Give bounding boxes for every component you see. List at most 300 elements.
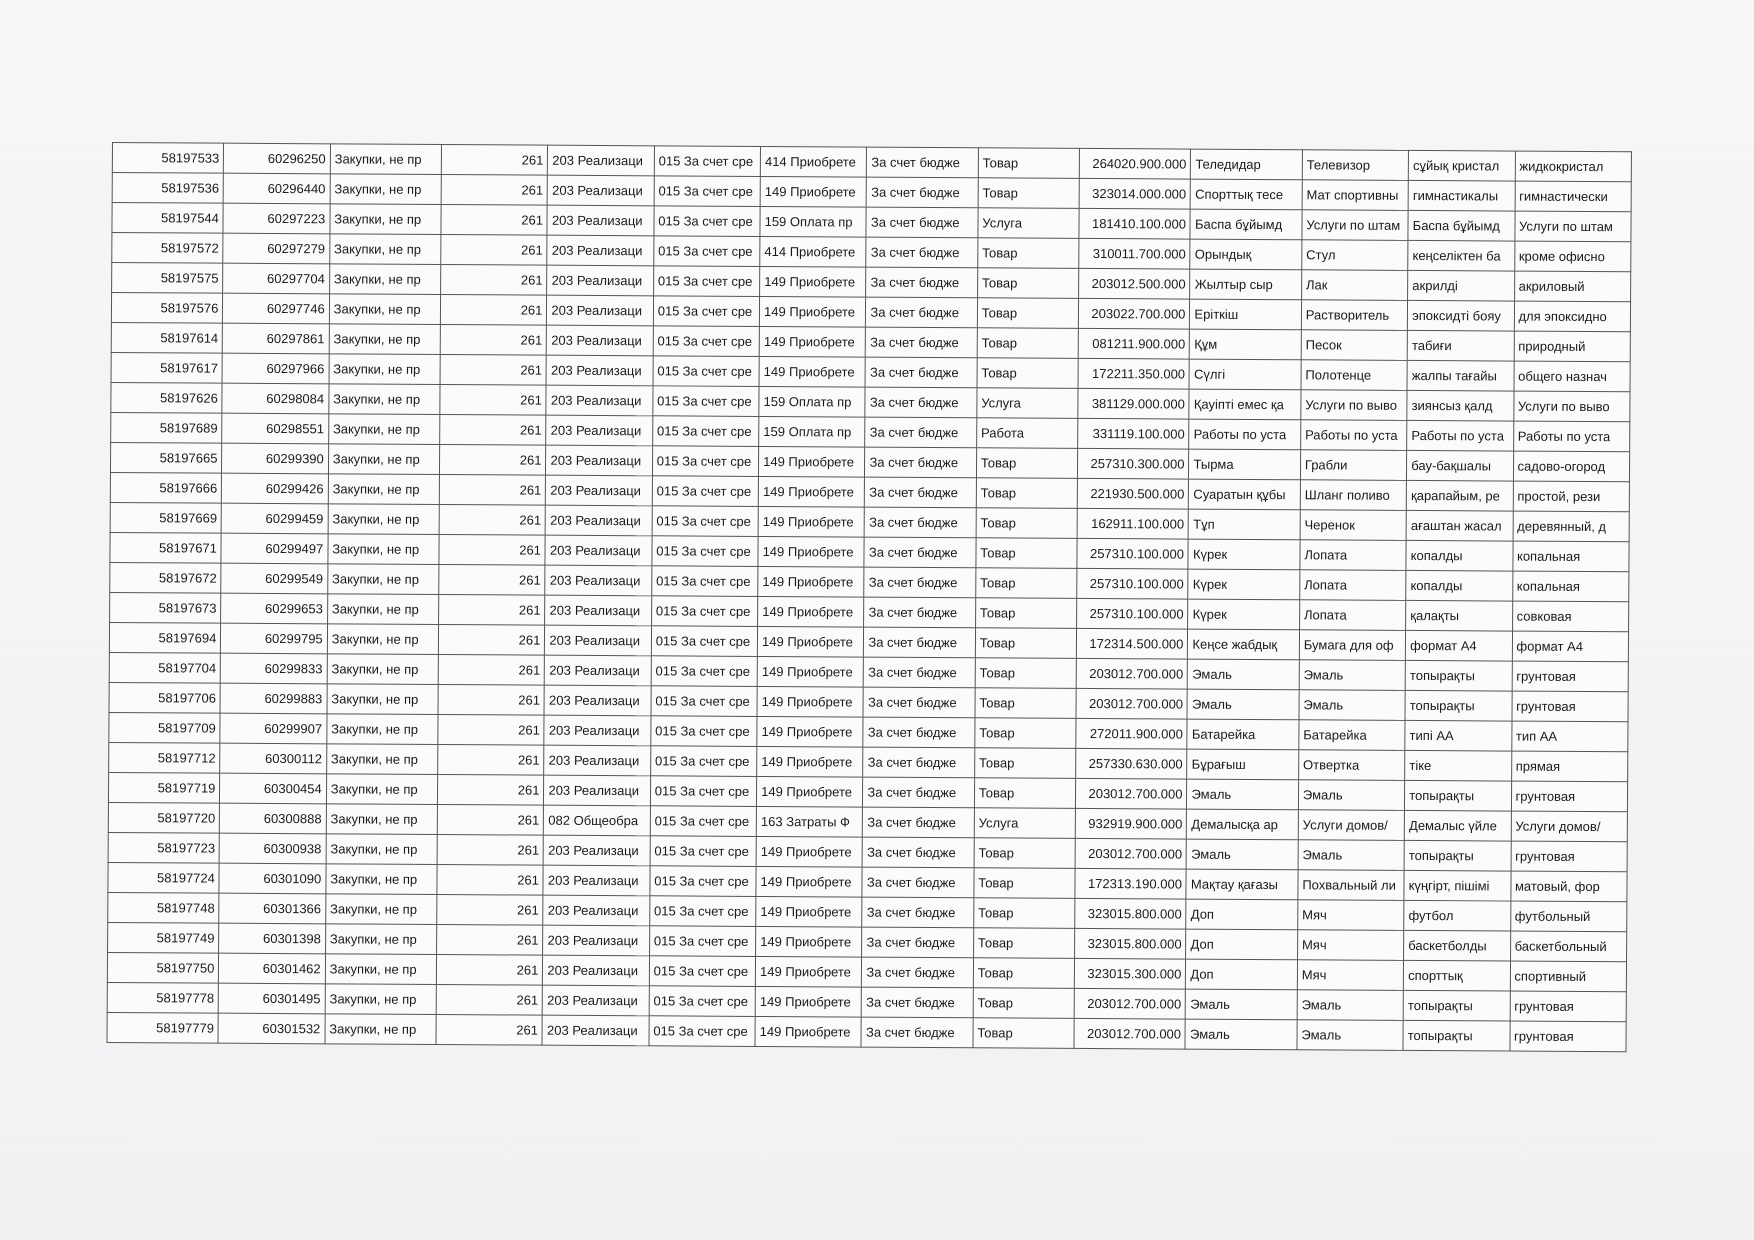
table-cell: Товар [974,838,1075,869]
table-cell: 60301366 [219,893,326,924]
table-cell: 60296440 [224,173,331,204]
table-cell: Закупки, не пр [329,264,441,295]
table-cell: За счет бюдже [866,237,978,268]
table-cell: Стул [1302,240,1409,271]
table-cell: жалпы тағайы [1407,360,1514,391]
table-cell: акрилді [1408,270,1515,301]
table-cell: Шланг поливо [1300,480,1407,511]
table-cell: 203 Реализаци [547,265,654,296]
table-cell: 149 Приобрете [757,716,864,747]
table-cell: 159 Оплата пр [759,416,866,447]
table-cell: Демалысқа ар [1187,809,1299,840]
table-cell: 203 Реализаци [545,535,652,566]
table-cell: Лопата [1300,570,1407,601]
table-cell: За счет бюдже [864,627,976,658]
table-cell: 015 За счет сре [653,266,760,297]
table-cell: 203 Реализаци [542,1015,649,1046]
table-cell: 015 За счет сре [649,1016,756,1047]
table-cell: 60301495 [219,983,326,1014]
table-cell: Полотенце [1301,360,1408,391]
table-cell: 149 Приобрете [757,626,864,657]
table-cell: 172211.350.000 [1078,358,1190,389]
table-cell: кеңселіктен ба [1408,240,1515,271]
table-cell: Эмаль [1298,780,1405,811]
table-cell: Эмаль [1187,839,1299,870]
table-cell: 203 Реализаци [546,415,653,446]
table-cell: 015 За счет сре [653,296,760,327]
table-cell: Эмаль [1186,989,1298,1020]
table-cell: 60299497 [221,533,328,564]
table-cell: Қауіпті емес қа [1189,389,1301,420]
table-cell: Демалыс үйле [1404,810,1511,841]
table-cell: Услуги домов/ [1511,811,1628,842]
table-cell: 58197572 [112,233,224,264]
table-cell: Эмаль [1299,660,1406,691]
table-cell: Доп [1186,959,1298,990]
table-cell: 149 Приобрете [756,896,863,927]
table-cell: За счет бюдже [866,207,978,238]
table-cell: 015 За счет сре [652,566,759,597]
table-cell: 58197671 [110,532,222,563]
table-cell: 015 За счет сре [650,866,757,897]
table-cell: Товар [976,478,1077,509]
table-cell: Закупки, не пр [327,624,439,655]
table-cell: копальная [1512,541,1629,572]
table-cell: 015 За счет сре [654,206,761,237]
table-cell: общего назнач [1514,361,1631,392]
table-cell: Эмаль [1297,990,1404,1021]
table-cell: 60299459 [222,503,329,534]
table-body [107,143,1631,1052]
table-cell: Күрек [1188,569,1300,600]
table-cell: 261 [440,385,547,416]
table-cell: топырақты [1403,990,1510,1021]
table-cell: 015 За счет сре [649,926,756,957]
table-cell: 60300938 [219,833,326,864]
table-cell: 58197748 [108,892,220,923]
table-cell: Товар [978,178,1079,209]
table-cell: 60301462 [219,953,326,984]
table-cell: 203 Реализаци [543,985,650,1016]
table-cell: Сүлгі [1189,359,1301,390]
table-cell: Закупки, не пр [325,924,437,955]
table-cell: 172314.500.000 [1076,628,1188,659]
table-cell: тіке [1405,750,1512,781]
table-cell: 323014.000.000 [1079,178,1191,209]
table-cell: Работы по уста [1189,419,1301,450]
table-cell: 015 За счет сре [652,506,759,537]
table-cell: Товар [976,568,1077,599]
table-cell: 60299426 [222,473,329,504]
table-cell: Закупки, не пр [327,684,439,715]
table-cell: 60300888 [220,803,327,834]
table-cell: 414 Приобрете [760,146,867,177]
table-cell: Закупки, не пр [328,504,440,535]
table-cell: 015 За счет сре [653,356,760,387]
table-cell: акриловый [1514,271,1631,302]
table-cell: За счет бюдже [863,777,975,808]
table-cell: Товар [976,538,1077,569]
procurement-table [106,142,1631,1052]
table-cell: 082 Общеобра [544,805,651,836]
table-cell: Закупки, не пр [330,144,442,175]
table-cell: Закупки, не пр [330,174,442,205]
table-cell: сұйық кристал [1408,150,1515,181]
table-cell: 172313.190.000 [1075,868,1187,899]
table-cell: 60299653 [221,593,328,624]
table-cell: 58197723 [108,832,220,863]
table-cell: Товар [974,868,1075,899]
table-cell: 203 Реализаци [546,355,653,386]
table-cell: 60299390 [222,443,329,474]
table-cell: 60297704 [223,263,330,294]
table-cell: 60299883 [220,683,327,714]
table-cell: Растворитель [1301,300,1408,331]
table-cell: 149 Приобрете [757,686,864,717]
table-cell: 149 Приобрете [757,746,864,777]
table-cell: Закупки, не пр [329,354,441,385]
table-cell: 261 [439,595,546,626]
table-cell: 149 Приобрете [758,566,865,597]
table-cell: Баспа бұйымд [1190,209,1302,240]
table-cell: 58197673 [110,592,222,623]
table-cell: 58197626 [111,382,223,413]
table-cell: спортивный [1510,961,1627,992]
table-cell: Товар [974,898,1075,929]
table-cell: топырақты [1405,660,1512,691]
table-cell: 58197749 [108,922,220,953]
table-cell: 149 Приобрете [755,1016,862,1047]
table-cell: Товар [975,688,1076,719]
table-cell: 257310.100.000 [1077,598,1189,629]
table-cell: 015 За счет сре [649,956,756,987]
table-cell: 261 [439,475,546,506]
table-cell: Грабли [1300,450,1407,481]
table-cell: Доп [1186,929,1298,960]
table-cell: 58197720 [108,802,220,833]
table-cell: 323015.800.000 [1075,898,1187,929]
table-cell: 261 [436,954,543,985]
table-cell: грунтовая [1509,1021,1626,1052]
table-cell: топырақты [1405,690,1512,721]
table-cell: За счет бюдже [863,837,975,868]
table-cell: 261 [439,505,546,536]
table-cell: Закупки, не пр [326,774,438,805]
table-cell: футбол [1404,900,1511,931]
table-cell: 58197719 [108,772,220,803]
table-cell: За счет бюдже [865,417,977,448]
table-cell: 203 Реализаци [547,235,654,266]
table-cell: 257310.100.000 [1077,538,1189,569]
table-cell: 149 Приобрете [756,836,863,867]
table-cell: топырақты [1404,840,1511,871]
table-cell: 60299907 [220,713,327,744]
table-cell: гимнастически [1515,181,1632,212]
table-cell: 015 За счет сре [650,746,757,777]
table-cell: 261 [437,894,544,925]
table-cell: Закупки, не пр [326,744,438,775]
table-cell: Эмаль [1187,689,1299,720]
table-cell: Закупки, не пр [327,564,439,595]
table-cell: Орындық [1190,239,1302,270]
table-cell: 261 [436,984,543,1015]
table-cell: 203 Реализаци [543,925,650,956]
table-cell: 203012.700.000 [1076,778,1188,809]
table-cell: 149 Приобрете [760,176,867,207]
table-cell: 261 [440,415,547,446]
table-cell: Закупки, не пр [328,474,440,505]
table-cell: 149 Приобрете [759,356,866,387]
table-cell: спорттық [1404,960,1511,991]
table-cell: Товар [974,748,1075,779]
table-cell: Песок [1301,330,1408,361]
table-cell: 203 Реализаци [545,655,652,686]
table-cell: Услуга [977,388,1078,419]
table-cell: Тұп [1189,509,1301,540]
table-cell: копальная [1512,571,1629,602]
table-cell: 203 Реализаци [546,445,653,476]
table-cell: Товар [973,988,1074,1019]
table-cell: 015 За счет сре [650,806,757,837]
table-cell: 261 [441,235,548,266]
table-cell: Товар [974,778,1075,809]
table-cell: баскетбольный [1510,931,1627,962]
table-cell: Эмаль [1299,690,1406,721]
table-cell: Закупки, не пр [325,1014,437,1045]
table-cell: 257310.300.000 [1078,448,1190,479]
table-cell: 261 [438,715,545,746]
table-cell: топырақты [1405,780,1512,811]
table-cell: За счет бюдже [867,147,979,178]
table-cell: 261 [440,445,547,476]
table-cell: Товар [975,598,1076,629]
table-cell: садово-огород [1513,451,1630,482]
table-cell: копалды [1406,570,1513,601]
table-cell: Закупки, не пр [328,444,440,475]
table-cell: 203 Реализаци [545,595,652,626]
table-cell: 261 [441,265,548,296]
table-cell: деревянный, д [1513,511,1630,542]
table-cell: жидкокристал [1515,151,1632,182]
table-cell: Товар [977,298,1078,329]
table-cell: 58197709 [109,712,221,743]
table-cell: 58197533 [112,143,224,174]
table-cell: простой, рези [1513,481,1630,512]
table-cell: 015 За счет сре [651,656,758,687]
table-cell: За счет бюдже [866,297,978,328]
table-cell: 261 [438,745,545,776]
table-cell: для эпоксидно [1514,301,1631,332]
table-cell: За счет бюдже [862,927,974,958]
table-cell: 203 Реализаци [547,205,654,236]
table-cell: 60298551 [222,413,329,444]
table-cell: 149 Приобрете [759,446,866,477]
table-cell: 203 Реализаци [546,385,653,416]
table-cell: 149 Приобрете [757,776,864,807]
table-cell: 015 За счет сре [652,476,759,507]
table-cell: Закупки, не пр [326,864,438,895]
table-cell: Тырма [1189,449,1301,480]
table-cell: 203012.700.000 [1076,658,1188,689]
table-cell: 203 Реализаци [545,565,652,596]
table-cell: 60300454 [220,773,327,804]
table-cell: 323015.800.000 [1075,928,1187,959]
table-cell: Құм [1190,329,1302,360]
table-cell: 60299795 [221,623,328,654]
table-cell: грунтовая [1511,841,1628,872]
table-cell: 203 Реализаци [545,625,652,656]
table-cell: 181410.100.000 [1079,208,1191,239]
table-cell: 257310.100.000 [1077,568,1189,599]
table-cell: грунтовая [1512,661,1629,692]
table-cell: қалақты [1406,600,1513,631]
table-cell: 60297746 [223,293,330,324]
table-cell: 203012.700.000 [1074,1018,1186,1049]
table-cell: 149 Приобрете [758,536,865,567]
table-cell: 272011.900.000 [1076,718,1188,749]
table-cell: Услуги домов/ [1298,810,1405,841]
table-cell: 261 [437,924,544,955]
table-cell: 414 Приобрете [760,236,867,267]
table-cell: 015 За счет сре [654,146,761,177]
table-cell: 58197750 [107,952,219,983]
table-cell: 58197694 [109,622,221,653]
table-cell: 261 [438,685,545,716]
table-cell: 015 За счет сре [653,386,760,417]
table-cell: 149 Приобрете [756,866,863,897]
table-cell: формат А4 [1406,630,1513,661]
table-cell: 203 Реализаци [543,865,650,896]
table-cell: 015 За счет сре [654,176,761,207]
table-cell: прямая [1511,751,1628,782]
table-cell: Черенок [1300,510,1407,541]
table-cell: Эмаль [1298,840,1405,871]
table-cell: грунтовая [1510,991,1627,1022]
table-cell: 149 Приобрете [757,656,864,687]
table-cell: Кеңсе жабдық [1188,629,1300,660]
table-cell: 58197614 [111,322,223,353]
table-cell: Күрек [1188,599,1300,630]
table-cell: Похвальный ли [1298,870,1405,901]
table-cell: 58197666 [110,472,222,503]
table-cell: 58197544 [112,203,224,234]
table-cell: 60301090 [219,863,326,894]
table-cell: 323015.300.000 [1074,958,1186,989]
table-cell: Эмаль [1188,659,1300,690]
table-cell: 58197724 [108,862,220,893]
table-cell: формат А4 [1512,631,1629,662]
table-cell: эпоксидті бояу [1408,300,1515,331]
table-cell: 015 За счет сре [650,776,757,807]
table-cell: Закупки, не пр [329,294,441,325]
table-cell: 081211.900.000 [1078,328,1190,359]
table-cell: 261 [441,145,548,176]
table-cell: 261 [439,535,546,566]
table-cell: 58197712 [109,742,221,773]
table-cell: 159 Оплата пр [759,386,866,417]
table-cell: 60298084 [222,383,329,414]
table-cell: За счет бюдже [864,657,976,688]
table-cell: Товар [976,508,1077,539]
table-cell: қарапайым, ре [1406,480,1513,511]
table-cell: 58197536 [112,173,224,204]
table-cell: За счет бюдже [865,357,977,388]
table-cell: 60297861 [223,323,330,354]
table-cell: За счет бюдже [865,387,977,418]
table-cell: Батарейка [1187,719,1299,750]
table-cell: Услуга [978,208,1079,239]
table-cell: Закупки, не пр [325,894,437,925]
table-cell: Теледидар [1191,149,1303,180]
table-cell: Доп [1186,899,1298,930]
table-cell: Лопата [1299,600,1406,631]
table-cell: 203 Реализаци [544,775,651,806]
table-cell: Закупки, не пр [326,804,438,835]
table-cell: За счет бюдже [864,567,976,598]
table-cell: За счет бюдже [865,477,977,508]
table-cell: 149 Приобрете [758,596,865,627]
table-cell: топырақты [1403,1020,1510,1051]
table-cell: 149 Приобрете [758,506,865,537]
table-cell: 203022.700.000 [1078,298,1190,329]
table-cell: 261 [437,805,544,836]
table-cell: грунтовая [1511,781,1628,812]
table-cell: 203 Реализаци [547,325,654,356]
table-cell: 015 За счет сре [651,596,758,627]
table-cell: гимнастикалы [1408,180,1515,211]
table-cell: 60299549 [221,563,328,594]
table-cell: 381129.000.000 [1078,388,1190,419]
table-cell: 149 Приобрете [758,476,865,507]
table-cell: 203 Реализаци [544,685,651,716]
table-cell: Батарейка [1299,720,1406,751]
table-cell: 015 За счет сре [649,896,756,927]
table-cell: Күрек [1188,539,1300,570]
table-cell: 221930.500.000 [1077,478,1189,509]
table-cell: 203 Реализаци [547,295,654,326]
table-cell: 60297223 [223,203,330,234]
table-cell: 60299833 [221,653,328,684]
table-cell: 203 Реализаци [548,145,655,176]
table-cell: За счет бюдже [864,537,976,568]
table-cell: 015 За счет сре [651,626,758,657]
table-cell: Суаратын құбы [1189,479,1301,510]
table-cell: 58197575 [112,263,224,294]
table-cell: 60301398 [219,923,326,954]
table-cell: Жылтыр сыр [1190,269,1302,300]
table-cell: 162911.100.000 [1077,508,1189,539]
table-cell: 58197779 [107,1012,219,1043]
table-cell: 60300112 [220,743,327,774]
table-cell: 203 Реализаци [544,715,651,746]
table-cell: Товар [973,958,1074,989]
table-cell: За счет бюдже [862,867,974,898]
table-cell: 58197576 [111,293,223,324]
table-cell: 015 За счет сре [651,686,758,717]
table-cell: Мяч [1297,930,1404,961]
table-cell: Закупки, не пр [328,414,440,445]
table-cell: За счет бюдже [862,987,974,1018]
table-cell: Услуга [974,808,1075,839]
table-cell: Закупки, не пр [327,594,439,625]
table-cell: Эмаль [1187,779,1299,810]
table-cell: 261 [440,325,547,356]
table-cell: 261 [441,295,548,326]
table-cell: Услуги по штам [1514,211,1631,242]
table-cell: 203012.700.000 [1074,988,1186,1019]
table-cell: 203 Реализаци [546,505,653,536]
table-cell: природный [1514,331,1631,362]
